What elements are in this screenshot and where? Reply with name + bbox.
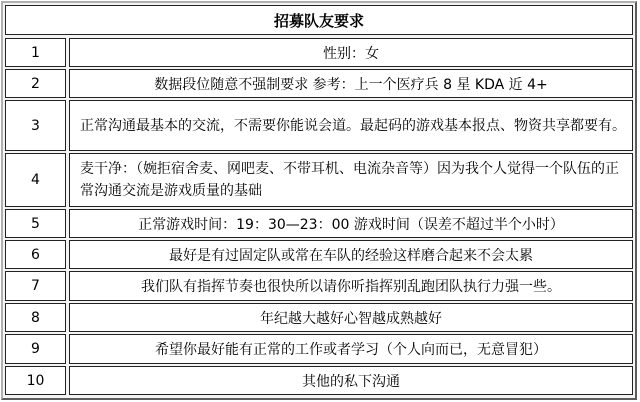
table-row (5, 69, 633, 98)
recruitment-table (1, 1, 637, 400)
table-row (5, 38, 633, 67)
table-title: 招募队友要求 (5, 5, 633, 35)
row-content: 麦干净：（婉拒宿舍麦、网吧麦、不带耳机、电流杂音等）因为我个人觉得一个队伍的正常沟通交流是游戏质量的基础 (69, 153, 633, 207)
row-content: 最好是有过固定队或常在车队的经验这样磨合起来不会太累 (69, 240, 633, 269)
row-number: 8 (5, 303, 66, 332)
row-content: 性别：女 (69, 38, 633, 67)
row-content: 希望你最好能有正常的工作或者学习（个人向而已，无意冒犯） (69, 334, 633, 364)
row-content: 我们队有指挥节奏也很快所以请你听指挥别乱跑团队执行力强一些。 (69, 271, 633, 301)
row-number: 2 (5, 69, 66, 98)
row-content: 年纪越大越好心智越成熟越好 (69, 303, 633, 332)
row-number: 3 (5, 100, 66, 151)
table-row (5, 334, 633, 364)
table-row (5, 100, 633, 151)
row-number: 6 (5, 240, 66, 269)
row-number: 7 (5, 271, 66, 301)
table-row (5, 153, 633, 207)
row-content: 正常沟通最基本的交流，不需要你能说会道。最起码的游戏基本报点、物资共享都要有。 (69, 100, 633, 151)
row-number: 1 (5, 38, 66, 67)
table-row (5, 366, 633, 395)
row-number: 4 (5, 153, 66, 207)
row-content: 其他的私下沟通 (69, 366, 633, 395)
table-row (5, 209, 633, 238)
row-number: 10 (5, 366, 66, 395)
row-number: 5 (5, 209, 66, 238)
row-number: 9 (5, 334, 66, 364)
table-row (5, 303, 633, 332)
table-row (5, 240, 633, 269)
row-content: 正常游戏时间：19：30—23：00 游戏时间（误差不超过半个小时） (69, 209, 633, 238)
row-content: 数据段位随意不强制要求 参考：上一个医疗兵 8 星 KDA 近 4+ (69, 69, 633, 98)
table-row (5, 271, 633, 301)
